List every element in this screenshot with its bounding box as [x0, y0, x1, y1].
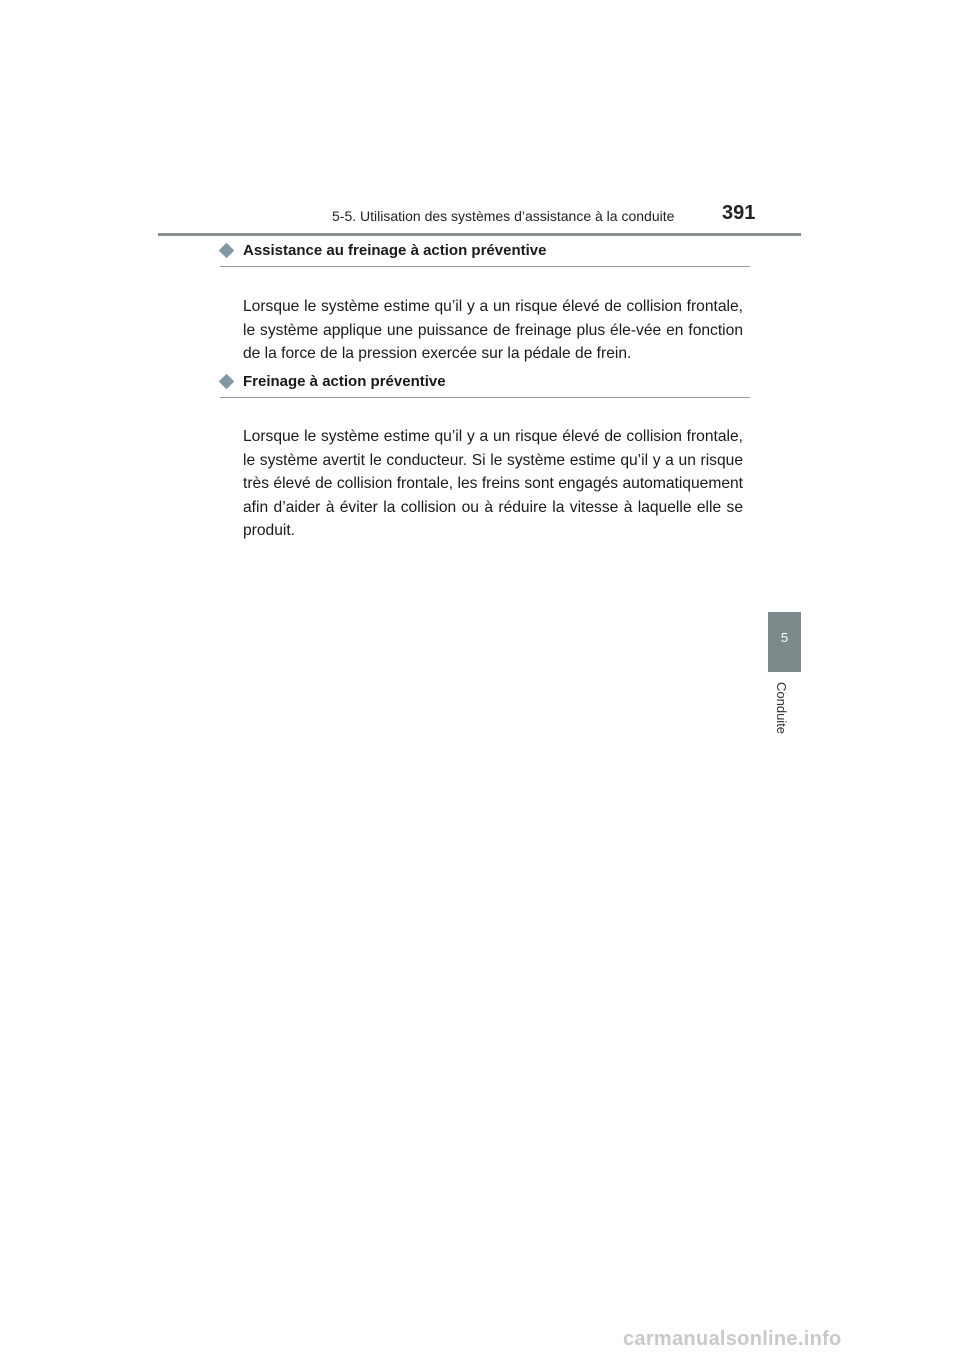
section-heading	[220, 242, 750, 267]
section-paragraph: Lorsque le système estime qu’il y a un risque élevé de collision frontale, le système applique une puissance de freinage plus éle-vée en fonction de la force de la pression exercée sur la pédale de frein.	[243, 298, 743, 362]
section-brake-assist	[220, 242, 750, 366]
watermark: carmanualsonline.info	[623, 1328, 842, 1350]
section-title: Freinage à action préventive	[243, 373, 446, 390]
section-paragraph: Lorsque le système estime qu’il y a un risque élevé de collision frontale, le système avertit le conducteur. Si le système estime qu’il y a un risque très élevé de collision frontale, les freins sont engagés automatiquement afin d’aider à éviter la collision ou à réduire la vitesse à laquelle elle se produit.	[243, 428, 743, 539]
page-number: 391	[722, 202, 756, 224]
chapter-tab: 5	[768, 612, 801, 672]
header-section-title: 5-5. Utilisation des systèmes d’assistance à la conduite	[332, 208, 675, 224]
diamond-bullet-icon	[219, 374, 235, 390]
chapter-label: Conduite	[774, 682, 789, 735]
section-heading	[220, 373, 750, 398]
diamond-bullet-icon	[219, 243, 235, 259]
section-preventive-braking	[220, 373, 750, 543]
header-rule	[158, 233, 801, 236]
section-title: Assistance au freinage à action préventive	[243, 242, 547, 259]
